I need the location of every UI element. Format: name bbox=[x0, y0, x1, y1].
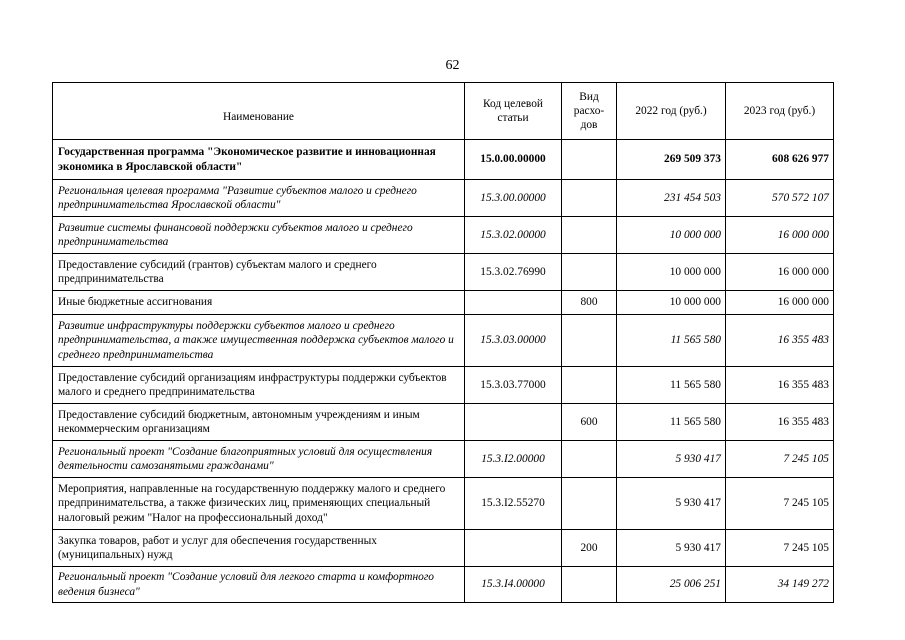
row-code bbox=[465, 530, 562, 567]
table-row bbox=[53, 315, 834, 367]
row-code: 15.3.02.76990 bbox=[465, 254, 562, 291]
table-row bbox=[53, 367, 834, 404]
row-2023: 16 000 000 bbox=[726, 291, 834, 315]
row-code: 15.0.00.00000 bbox=[465, 140, 562, 180]
row-code bbox=[465, 404, 562, 441]
row-code: 15.3.I4.00000 bbox=[465, 567, 562, 603]
row-code: 15.3.I2.00000 bbox=[465, 441, 562, 478]
row-2022: 11 565 580 bbox=[617, 404, 726, 441]
table-row bbox=[53, 441, 834, 478]
row-name: Региональный проект "Создание благоприятных условий для осуществления деятельности самозанятыми гражданами" bbox=[53, 441, 465, 478]
row-2023: 34 149 272 bbox=[726, 567, 834, 603]
row-2022: 10 000 000 bbox=[617, 254, 726, 291]
row-name: Предоставление субсидий (грантов) субъектам малого и среднего предпринимательства bbox=[53, 254, 465, 291]
row-code: 15.3.03.00000 bbox=[465, 315, 562, 367]
row-name: Закупка товаров, работ и услуг для обеспечения государственных (муниципальных) нужд bbox=[53, 530, 465, 567]
row-2023: 570 572 107 bbox=[726, 180, 834, 217]
row-code: 15.3.00.00000 bbox=[465, 180, 562, 217]
row-2022: 5 930 417 bbox=[617, 530, 726, 567]
row-vid bbox=[562, 478, 617, 530]
table-row bbox=[53, 140, 834, 180]
row-2023: 608 626 977 bbox=[726, 140, 834, 180]
row-2023: 16 000 000 bbox=[726, 254, 834, 291]
row-code: 15.3.02.00000 bbox=[465, 217, 562, 254]
row-name: Предоставление субсидий организациям инфраструктуры поддержки субъектов малого и среднего предпринимательства bbox=[53, 367, 465, 404]
row-2022: 10 000 000 bbox=[617, 217, 726, 254]
row-vid: 200 bbox=[562, 530, 617, 567]
row-2023: 16 000 000 bbox=[726, 217, 834, 254]
row-name: Региональный проект "Создание условий для легкого старта и комфортного ведения бизнеса" bbox=[53, 567, 465, 603]
table-row bbox=[53, 291, 834, 315]
row-vid: 600 bbox=[562, 404, 617, 441]
row-2022: 25 006 251 bbox=[617, 567, 726, 603]
row-name: Предоставление субсидий бюджетным, автономным учреждениям и иным некоммерческим организациям bbox=[53, 404, 465, 441]
row-2023: 16 355 483 bbox=[726, 315, 834, 367]
table-row bbox=[53, 530, 834, 567]
row-vid bbox=[562, 367, 617, 404]
row-2022: 5 930 417 bbox=[617, 441, 726, 478]
header-row bbox=[53, 83, 834, 140]
table-row bbox=[53, 180, 834, 217]
row-vid: 800 bbox=[562, 291, 617, 315]
header-name: Наименование bbox=[53, 83, 465, 140]
row-2023: 7 245 105 bbox=[726, 478, 834, 530]
row-2022: 11 565 580 bbox=[617, 367, 726, 404]
row-2023: 7 245 105 bbox=[726, 441, 834, 478]
table-row bbox=[53, 217, 834, 254]
row-vid bbox=[562, 180, 617, 217]
row-2022: 231 454 503 bbox=[617, 180, 726, 217]
budget-table bbox=[52, 82, 834, 603]
row-vid bbox=[562, 217, 617, 254]
row-code: 15.3.I2.55270 bbox=[465, 478, 562, 530]
page-number: 62 bbox=[445, 58, 460, 73]
table-row bbox=[53, 404, 834, 441]
row-vid bbox=[562, 315, 617, 367]
row-vid bbox=[562, 140, 617, 180]
table-row bbox=[53, 478, 834, 530]
row-name: Региональная целевая программа "Развитие субъектов малого и среднего предпринимательства Ярославской области" bbox=[53, 180, 465, 217]
header-2023: 2023 год (руб.) bbox=[726, 83, 834, 140]
row-2022: 11 565 580 bbox=[617, 315, 726, 367]
row-code bbox=[465, 291, 562, 315]
row-name: Иные бюджетные ассигнования bbox=[53, 291, 465, 315]
row-name: Развитие системы финансовой поддержки субъектов малого и среднего предпринимательства bbox=[53, 217, 465, 254]
header-vid: Вид расхо-дов bbox=[562, 83, 617, 140]
row-2022: 269 509 373 bbox=[617, 140, 726, 180]
row-name: Развитие инфраструктуры поддержки субъектов малого и среднего предпринимательства, а также имущественная поддержка субъектов малого и среднего предпринимательства bbox=[53, 315, 465, 367]
row-vid bbox=[562, 254, 617, 291]
row-2022: 10 000 000 bbox=[617, 291, 726, 315]
row-code: 15.3.03.77000 bbox=[465, 367, 562, 404]
table-row bbox=[53, 254, 834, 291]
header-2022: 2022 год (руб.) bbox=[617, 83, 726, 140]
row-vid bbox=[562, 567, 617, 603]
row-2023: 7 245 105 bbox=[726, 530, 834, 567]
row-vid bbox=[562, 441, 617, 478]
table-row bbox=[53, 567, 834, 603]
row-name: Мероприятия, направленные на государственную поддержку малого и среднего предпринимательства, а также физических лиц, применяющих специальный налоговый режим "Налог на профессиональный доход" bbox=[53, 478, 465, 530]
header-code: Код целевой статьи bbox=[465, 83, 562, 140]
row-2023: 16 355 483 bbox=[726, 404, 834, 441]
row-2022: 5 930 417 bbox=[617, 478, 726, 530]
row-2023: 16 355 483 bbox=[726, 367, 834, 404]
row-name: Государственная программа "Экономическое развитие и инновационная экономика в Ярославской области" bbox=[53, 140, 465, 180]
